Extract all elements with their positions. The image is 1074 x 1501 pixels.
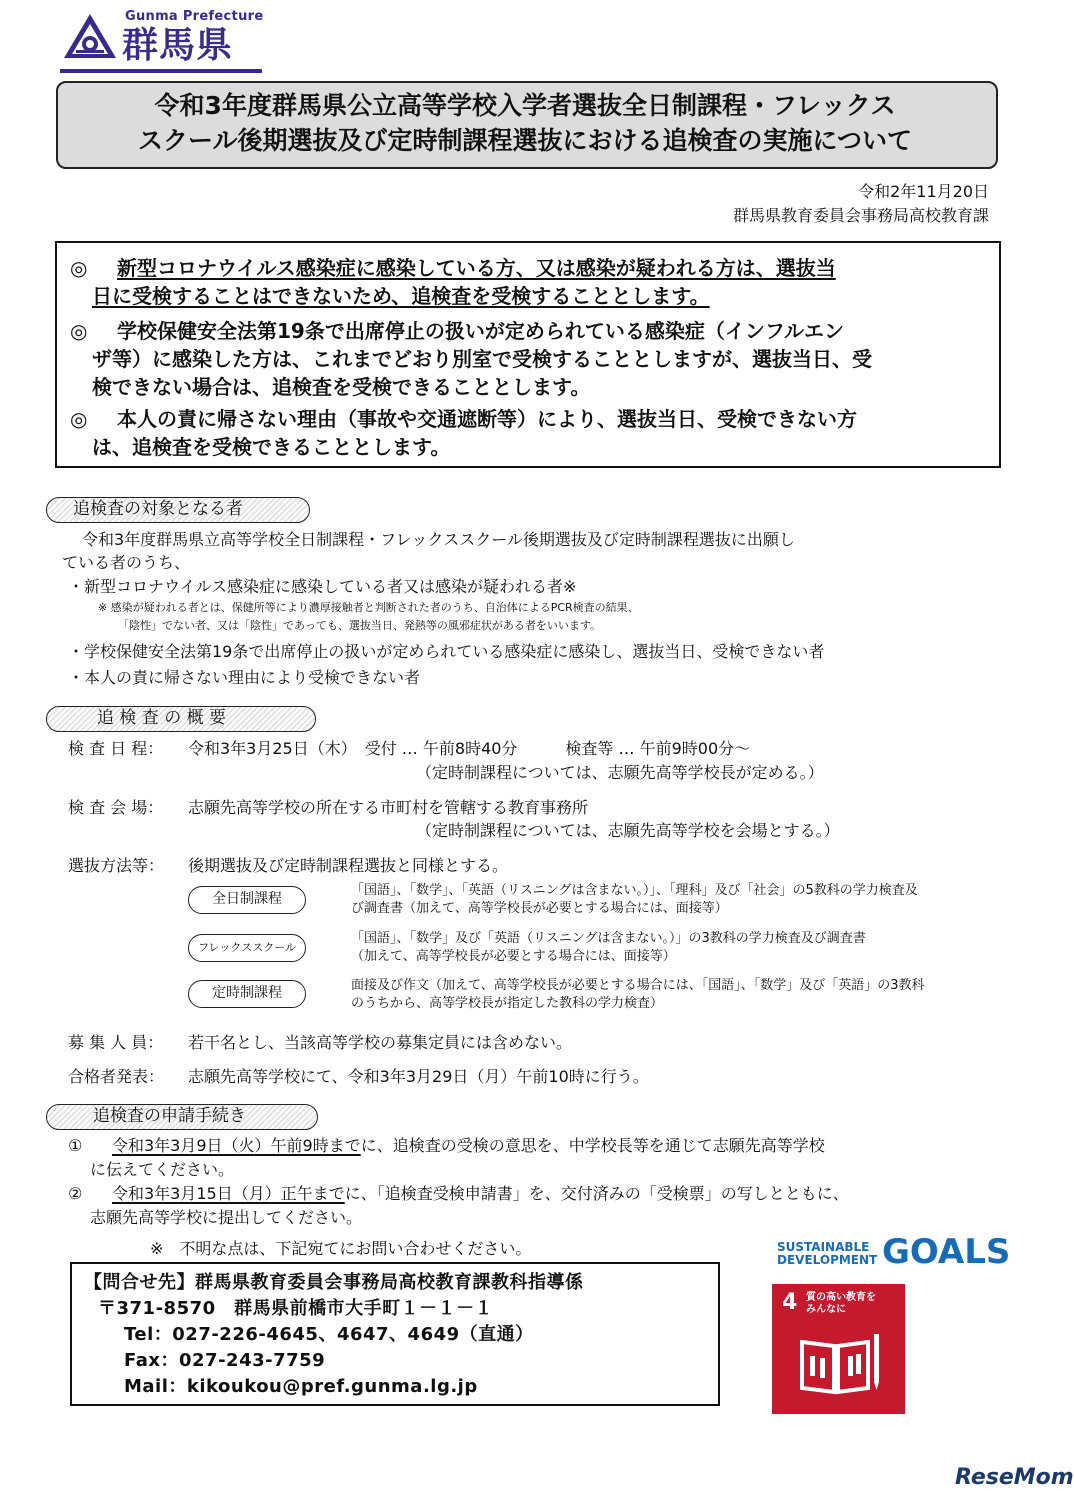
page-title-line2: スクール後期選抜及び定時制課程選抜における追検査の実施について <box>137 126 912 155</box>
notice-1-line2: 日に受検することはできないため、追検査を受検することとします。 <box>92 284 710 308</box>
sdg-goal-label-line1: 質の高い教育を <box>806 1292 876 1303</box>
method-label: 選抜方法等： <box>68 856 165 875</box>
venue-label: 検 査 会 場： <box>68 798 164 817</box>
method-fulltime-desc-line1: 「国語」、「数学」、「英語（リスニングは含まない。）」、「理科」及び「社会」の5教科の学力検査及 <box>351 883 918 898</box>
contact-address: 〒371-8570 群馬県前橋市大手町１－１－１ <box>98 1298 494 1319</box>
contact-tel: Tel：027-226-4645、4647、4649（直通） <box>124 1324 534 1345</box>
logo-english: Gunma Prefecture <box>125 9 264 24</box>
target-intro-line1: 令和3年度群馬県立高等学校全日制課程・フレックススクール後期選抜及び定時制課程選抜に出願し <box>82 530 795 549</box>
target-item-2: ・学校保健安全法第19条で出席停止の扱いが定められている感染症に感染し、選抜当日、受検できない者 <box>68 642 825 661</box>
step-2-text: に、「追検査受検申請書」を、交付済みの「受検票」の写しとともに、 <box>344 1184 849 1203</box>
logo-japanese: 群馬県 <box>122 25 234 66</box>
logo-underline <box>60 69 262 73</box>
notice-3-mark: ◎ <box>70 407 88 431</box>
step-1-line2: に伝えてください。 <box>90 1160 235 1179</box>
target-note-line2: 「陰性」でない者、又は「陰性」であっても、選抜当日、発熱等の風邪症状がある者をいいます。 <box>118 619 602 632</box>
step-1-text: に、追検査の受検の意思を、中学校長等を通じて志願先高等学校 <box>360 1136 825 1155</box>
notice-3-line2: は、追検査を受検できることとします。 <box>92 435 451 459</box>
sdg-goal-number: 4 <box>782 1290 798 1315</box>
method-parttime-desc-line2: のうちから、高等学校長が指定した教科の学力検査） <box>351 996 664 1011</box>
method-parttime-desc-line1: 面接及び作文（加えて、高等学校長が必要とする場合には、「国語」、「数学」及び「英語」の3教科 <box>351 978 925 993</box>
result-label: 合格者発表： <box>68 1067 165 1086</box>
sdg-sustainable: SUSTAINABLE <box>777 1240 870 1254</box>
sdg-goals-text: GOALS <box>882 1232 1011 1272</box>
target-item-3: ・本人の責に帰さない理由により受検できない者 <box>68 668 421 687</box>
schedule-note: （定時制課程については、志願先高等学校長が定める。） <box>416 763 824 782</box>
method-pill-flex: フレックススクール <box>188 934 306 962</box>
contact-mail[interactable]: Mail：kikoukou@pref.gunma.lg.jp <box>124 1376 478 1397</box>
capacity-value: 若干名とし、当該高等学校の募集定員には含めない。 <box>188 1033 573 1052</box>
notice-2-mark: ◎ <box>70 319 88 343</box>
method-pill-parttime: 定時制課程 <box>188 980 306 1008</box>
capacity-label: 募 集 人 員： <box>68 1033 164 1052</box>
book-pencil-icon <box>798 1332 882 1396</box>
sdg-goal-label-line2: みんなに <box>806 1304 846 1315</box>
notice-2-line2: ザ等）に感染した方は、これまでどおり別室で受検することとしますが、選抜当日、受 <box>92 347 872 371</box>
gunma-emblem-icon <box>62 12 118 62</box>
step-2-mark: ② <box>68 1184 83 1203</box>
schedule-value: 令和3年3月25日（木） 受付 … 午前8時40分 検査等 … 午前9時00分～ <box>188 739 751 758</box>
venue-note: （定時制課程については、志願先高等学校を会場とする。） <box>416 821 840 840</box>
result-value: 志願先高等学校にて、令和3年3月29日（月）午前10時に行う。 <box>188 1067 649 1086</box>
contact-fax: Fax：027-243-7759 <box>124 1350 326 1371</box>
step-1-deadline: 令和3年3月9日（火）午前9時まで <box>112 1136 361 1155</box>
section-heading-overview: 追 検 査 の 概 要 <box>46 706 316 732</box>
contact-heading: 【問合せ先】群馬県教育委員会事務局高校教育課教科指導係 <box>84 1272 584 1293</box>
sdg-development: DEVELOPMENT <box>777 1253 878 1267</box>
target-note-line1: ※ 感染が疑われる者とは、保健所等により濃厚接触者と判断された者のうち、自治体によるPCR検査の結果、 <box>98 601 639 614</box>
method-value: 後期選抜及び定時制課程選抜と同様とする。 <box>188 856 509 875</box>
issue-date: 令和2年11月20日 <box>858 182 989 201</box>
notice-2-line1: 学校保健安全法第19条で出席停止の扱いが定められている感染症（インフルエン <box>117 319 845 343</box>
target-item-1: ・新型コロナウイルス感染症に感染している者又は感染が疑われる者※ <box>68 577 577 596</box>
step-1-mark: ① <box>68 1136 83 1155</box>
step-2-deadline: 令和3年3月15日（月）正午まで <box>112 1184 345 1203</box>
notice-1-mark: ◎ <box>70 256 88 280</box>
section-heading-target: 追検査の対象となる者 <box>46 497 310 523</box>
venue-value: 志願先高等学校の所在する市町村を管轄する教育事務所 <box>188 798 589 817</box>
notice-2-line3: 検できない場合は、追検査を受検できることとします。 <box>92 375 591 399</box>
issuing-department: 群馬県教育委員会事務局高校教育課 <box>732 206 989 225</box>
step-2-line2: 志願先高等学校に提出してください。 <box>90 1208 363 1227</box>
method-pill-fulltime: 全日制課程 <box>188 886 306 914</box>
notice-3-line1: 本人の責に帰さない理由（事故や交通遮断等）により、選抜当日、受検できない方 <box>117 407 857 431</box>
section-heading-procedure: 追検査の申請手続き <box>46 1104 318 1130</box>
method-flex-desc-line2: （加えて、高等学校長が必要とする場合には、面接等） <box>351 949 676 964</box>
resemom-watermark: ReseMom <box>955 1465 1074 1490</box>
method-fulltime-desc-line2: び調査書（加えて、高等学校長が必要とする場合には、面接等） <box>351 901 728 916</box>
method-flex-desc-line1: 「国語」、「数学」及び「英語（リスニングは含まない。）」の3教科の学力検査及び調査書 <box>351 931 866 946</box>
schedule-label: 検 査 日 程： <box>68 739 164 758</box>
sdg-wordmark <box>777 1241 877 1267</box>
page-title-line1: 令和3年度群馬県公立高等学校入学者選抜全日制課程・フレックス <box>154 91 896 120</box>
target-intro-line2: ている者のうち、 <box>62 553 191 572</box>
notice-1-line1: 新型コロナウイルス感染症に感染している方、又は感染が疑われる方は、選抜当 <box>117 256 836 280</box>
sdg-goal-label <box>806 1292 876 1316</box>
inquiry-footnote: ※ 不明な点は、下記宛てにお問い合わせください。 <box>150 1239 532 1258</box>
